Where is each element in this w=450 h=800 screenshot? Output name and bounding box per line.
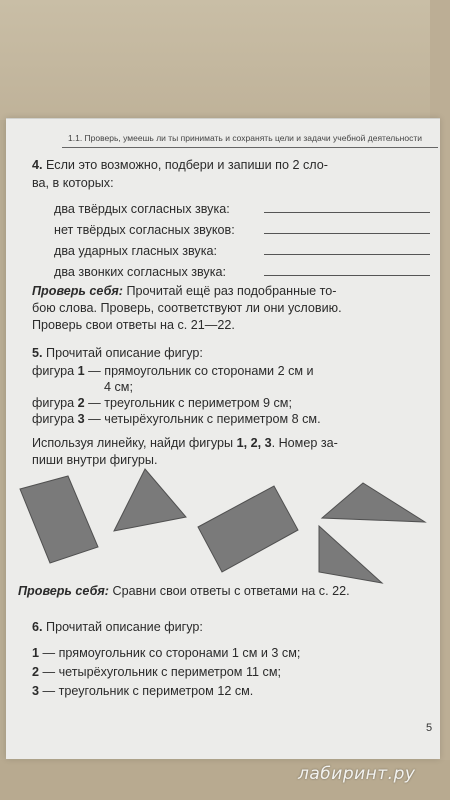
- task6-item-1-num: 1: [32, 646, 40, 660]
- task6-item-3-num: 3: [32, 684, 40, 698]
- fig3-num: 3: [77, 412, 85, 426]
- task4-check-label: Проверь себя:: [32, 284, 123, 298]
- task6-intro: Прочитай описание фигур:: [46, 620, 203, 634]
- task6-item-2-text: — четырёхугольник с периметром 11 см;: [42, 665, 281, 679]
- task4-check-line3: Проверь свои ответы на с. 21—22.: [32, 318, 235, 332]
- task4-text-line2: ва, в которых:: [32, 176, 114, 190]
- fig1-label: фигура: [32, 364, 75, 378]
- fig1-text-a: — прямоугольник со сторонами 2 см и: [88, 364, 314, 378]
- instr-b: . Номер за-: [271, 436, 338, 450]
- task5-intro: Прочитай описание фигур:: [46, 346, 203, 360]
- figure-triangle-right-angle[interactable]: [319, 526, 382, 583]
- watermark-logo: лабиринт.ру: [298, 764, 416, 784]
- task4-text-line1: Если это возможно, подбери и запиши по 2 сло-: [46, 158, 328, 172]
- fig3-text: — четырёхугольник с периметром 8 см.: [88, 412, 321, 426]
- figure-parallelogram[interactable]: [198, 486, 298, 572]
- task4-item-3: два ударных гласных звука:: [54, 244, 217, 258]
- task4-item-2: нет твёрдых согласных звуков:: [54, 223, 235, 237]
- task4-check-line2: бою слова. Проверь, соответствуют ли они условию.: [32, 301, 342, 315]
- task6-item-3-text: — треугольник с периметром 12 см.: [42, 684, 254, 698]
- fig2-num: 2: [77, 396, 85, 410]
- task5-check-text: Сравни свои ответы с ответами на с. 22.: [112, 584, 350, 598]
- figure-triangle-left[interactable]: [114, 469, 186, 531]
- page-number: 5: [426, 722, 433, 734]
- fig2-text: — треугольник с периметром 9 см;: [88, 396, 292, 410]
- task5-number: 5.: [32, 346, 43, 360]
- task6-item-2-num: 2: [32, 665, 40, 679]
- task4-item-1: два твёрдых согласных звука:: [54, 202, 230, 216]
- task5-instr-line2: пиши внутри фигуры.: [32, 453, 158, 467]
- page-header: 1.1. Проверь, умеешь ли ты принимать и сохранять цели и задачи учебной деятельности: [68, 133, 422, 143]
- fig1-num: 1: [77, 364, 85, 378]
- figure-triangle-top-right[interactable]: [322, 483, 425, 522]
- fig2-label: фигура: [32, 396, 75, 410]
- fig1-text-b: 4 см;: [104, 380, 133, 394]
- instr-a: Используя линейку, найди фигуры: [32, 436, 234, 450]
- task4-item-4: два звонких согласных звука:: [54, 265, 227, 279]
- task6-item-1-text: — прямоугольник со сторонами 1 см и 3 см;: [42, 646, 301, 660]
- task4-number: 4.: [32, 158, 43, 172]
- task4-check-text1: Прочитай ещё раз подобранные то-: [126, 284, 337, 298]
- fig3-label: фигура: [32, 412, 75, 426]
- figure-rectangle-tilted[interactable]: [20, 476, 98, 563]
- instr-nums: 1, 2, 3: [236, 436, 272, 450]
- task6-number: 6.: [32, 620, 43, 634]
- task5-check-label: Проверь себя:: [18, 584, 109, 598]
